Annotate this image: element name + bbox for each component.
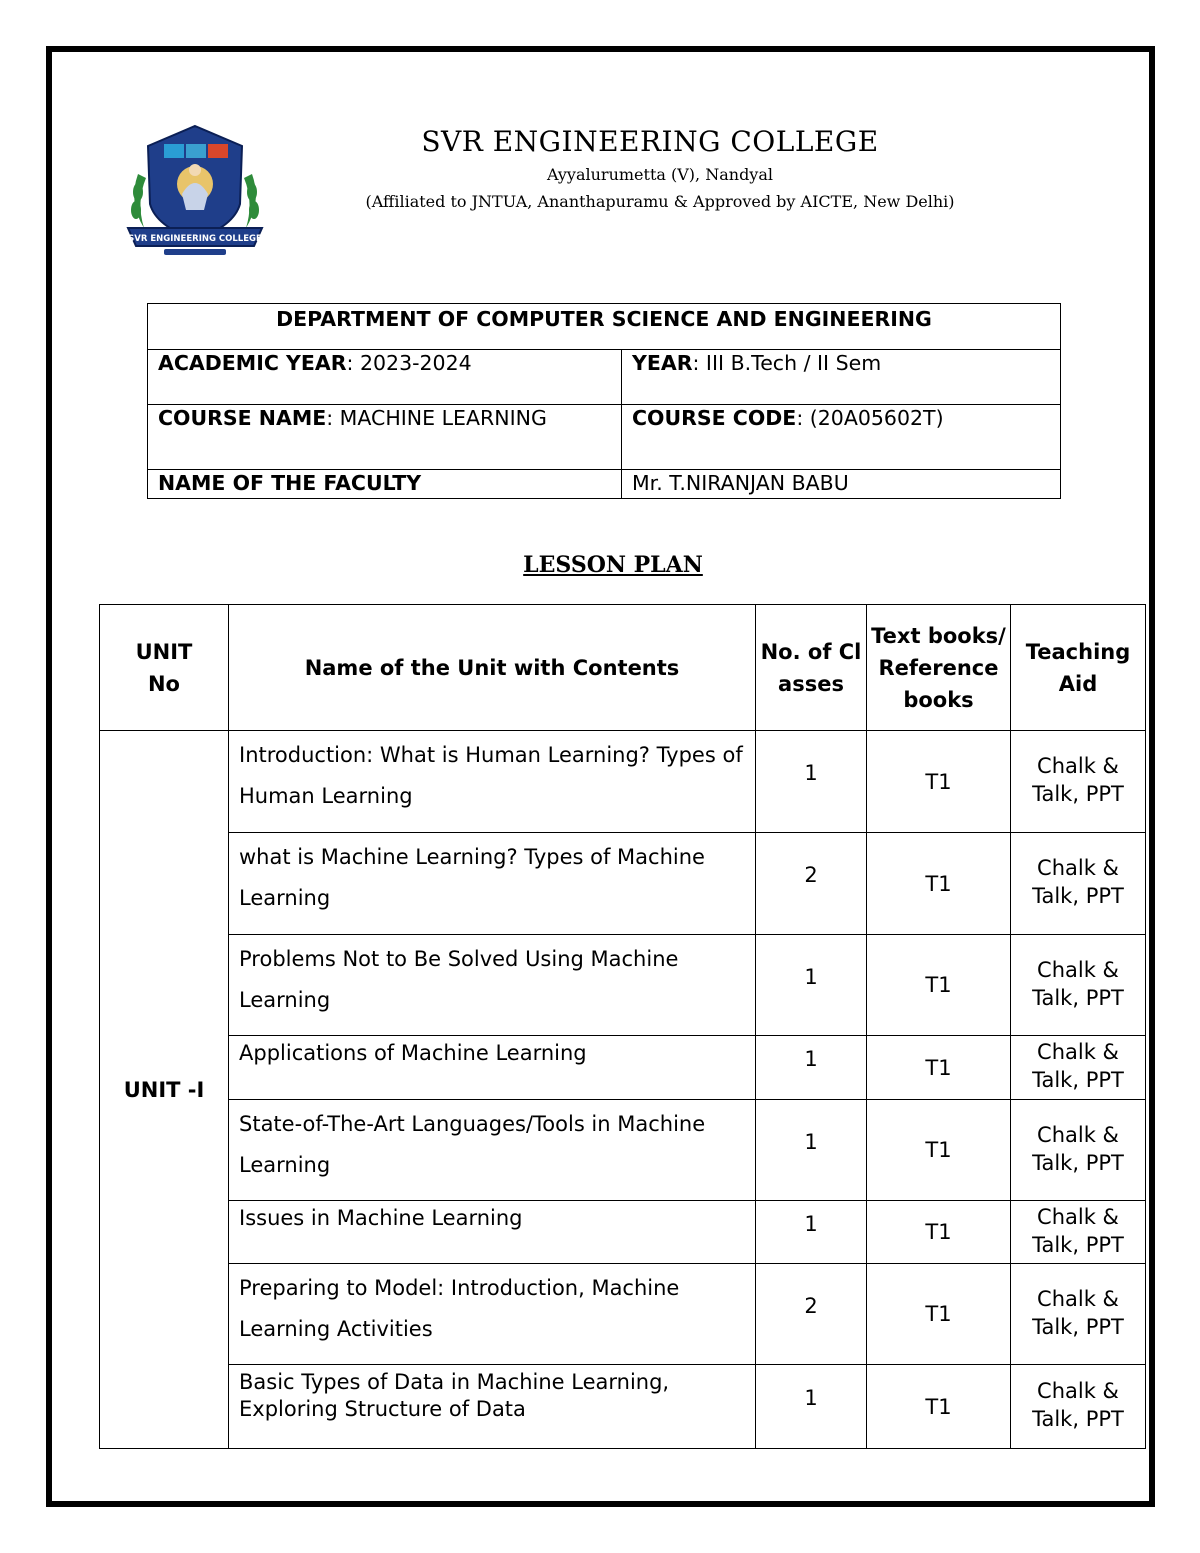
college-affiliation: (Affiliated to JNTUA, Ananthapuramu & Approved by AICTE, New Delhi) bbox=[365, 192, 955, 211]
academic-year-label: ACADEMIC YEAR bbox=[158, 351, 347, 375]
course-info-table bbox=[147, 303, 1061, 499]
classes-cell: 2 bbox=[756, 833, 867, 935]
classes-cell: 1 bbox=[756, 1201, 867, 1264]
book-cell: T1 bbox=[867, 1036, 1011, 1100]
course-code-cell bbox=[622, 405, 1061, 470]
book-cell: T1 bbox=[867, 1100, 1011, 1201]
topic-cell: State-of-The-Art Languages/Tools in Machine Learning bbox=[229, 1100, 756, 1201]
topic-cell: what is Machine Learning? Types of Machine Learning bbox=[229, 833, 756, 935]
aid-cell: Chalk & Talk, PPT bbox=[1011, 731, 1146, 833]
college-name: SVR ENGINEERING COLLEGE bbox=[421, 125, 879, 158]
aid-cell: Chalk & Talk, PPT bbox=[1011, 935, 1146, 1036]
lesson-plan-table bbox=[99, 604, 1146, 1449]
academic-year-value: : 2023-2024 bbox=[346, 351, 472, 375]
header-contents: Name of the Unit with Contents bbox=[229, 605, 756, 731]
department-title: DEPARTMENT OF COMPUTER SCIENCE AND ENGINEERING bbox=[148, 304, 1061, 350]
table-row bbox=[100, 1036, 1146, 1100]
book-cell: T1 bbox=[867, 1264, 1011, 1365]
course-name-label: COURSE NAME bbox=[158, 406, 327, 430]
book-cell: T1 bbox=[867, 935, 1011, 1036]
aid-cell: Chalk & Talk, PPT bbox=[1011, 1100, 1146, 1201]
classes-cell: 1 bbox=[756, 935, 867, 1036]
classes-cell: 1 bbox=[756, 1036, 867, 1100]
header-books: Text books/ Reference books bbox=[867, 605, 1011, 731]
book-cell: T1 bbox=[867, 833, 1011, 935]
unit-label: UNIT -I bbox=[100, 731, 229, 1449]
academic-year-cell bbox=[148, 350, 622, 405]
table-row bbox=[100, 1100, 1146, 1201]
aid-cell: Chalk & Talk, PPT bbox=[1011, 1201, 1146, 1264]
course-code-label: COURSE CODE bbox=[632, 406, 797, 430]
classes-cell: 1 bbox=[756, 731, 867, 833]
book-cell: T1 bbox=[867, 731, 1011, 833]
course-code-value: : (20A05602T) bbox=[796, 406, 944, 430]
table-row bbox=[100, 1264, 1146, 1365]
year-cell bbox=[622, 350, 1061, 405]
college-place: Ayyalurumetta (V), Nandyal bbox=[546, 165, 773, 184]
year-value: : III B.Tech / II Sem bbox=[692, 351, 882, 375]
table-row bbox=[100, 833, 1146, 935]
topic-cell: Basic Types of Data in Machine Learning, Exploring Structure of Data bbox=[229, 1365, 756, 1449]
topic-cell: Applications of Machine Learning bbox=[229, 1036, 756, 1100]
book-cell: T1 bbox=[867, 1201, 1011, 1264]
classes-cell: 1 bbox=[756, 1100, 867, 1201]
table-row bbox=[100, 731, 1146, 833]
aid-cell: Chalk & Talk, PPT bbox=[1011, 833, 1146, 935]
table-row bbox=[100, 935, 1146, 1036]
course-name-cell bbox=[148, 405, 622, 470]
header-unit-no: UNIT No bbox=[100, 605, 229, 731]
table-row bbox=[100, 1201, 1146, 1264]
topic-cell: Preparing to Model: Introduction, Machine Learning Activities bbox=[229, 1264, 756, 1365]
header-classes: No. of Classes bbox=[756, 605, 867, 731]
faculty-label: NAME OF THE FACULTY bbox=[148, 470, 622, 499]
classes-cell: 1 bbox=[756, 1365, 867, 1449]
topic-cell: Issues in Machine Learning bbox=[229, 1201, 756, 1264]
topic-cell: Introduction: What is Human Learning? Types of Human Learning bbox=[229, 731, 756, 833]
book-cell: T1 bbox=[867, 1365, 1011, 1449]
aid-cell: Chalk & Talk, PPT bbox=[1011, 1365, 1146, 1449]
logo-text: SVR ENGINEERING COLLEGE bbox=[128, 234, 262, 244]
header-aid: Teaching Aid bbox=[1011, 605, 1146, 731]
table-row bbox=[100, 1365, 1146, 1449]
aid-cell: Chalk & Talk, PPT bbox=[1011, 1264, 1146, 1365]
year-label: YEAR bbox=[632, 351, 693, 375]
lesson-plan-title: LESSON PLAN bbox=[523, 552, 703, 578]
faculty-value: Mr. T.NIRANJAN BABU bbox=[622, 470, 1061, 499]
classes-cell: 2 bbox=[756, 1264, 867, 1365]
course-name-value: : MACHINE LEARNING bbox=[326, 406, 547, 430]
aid-cell: Chalk & Talk, PPT bbox=[1011, 1036, 1146, 1100]
topic-cell: Problems Not to Be Solved Using Machine Learning bbox=[229, 935, 756, 1036]
college-logo bbox=[124, 122, 266, 260]
